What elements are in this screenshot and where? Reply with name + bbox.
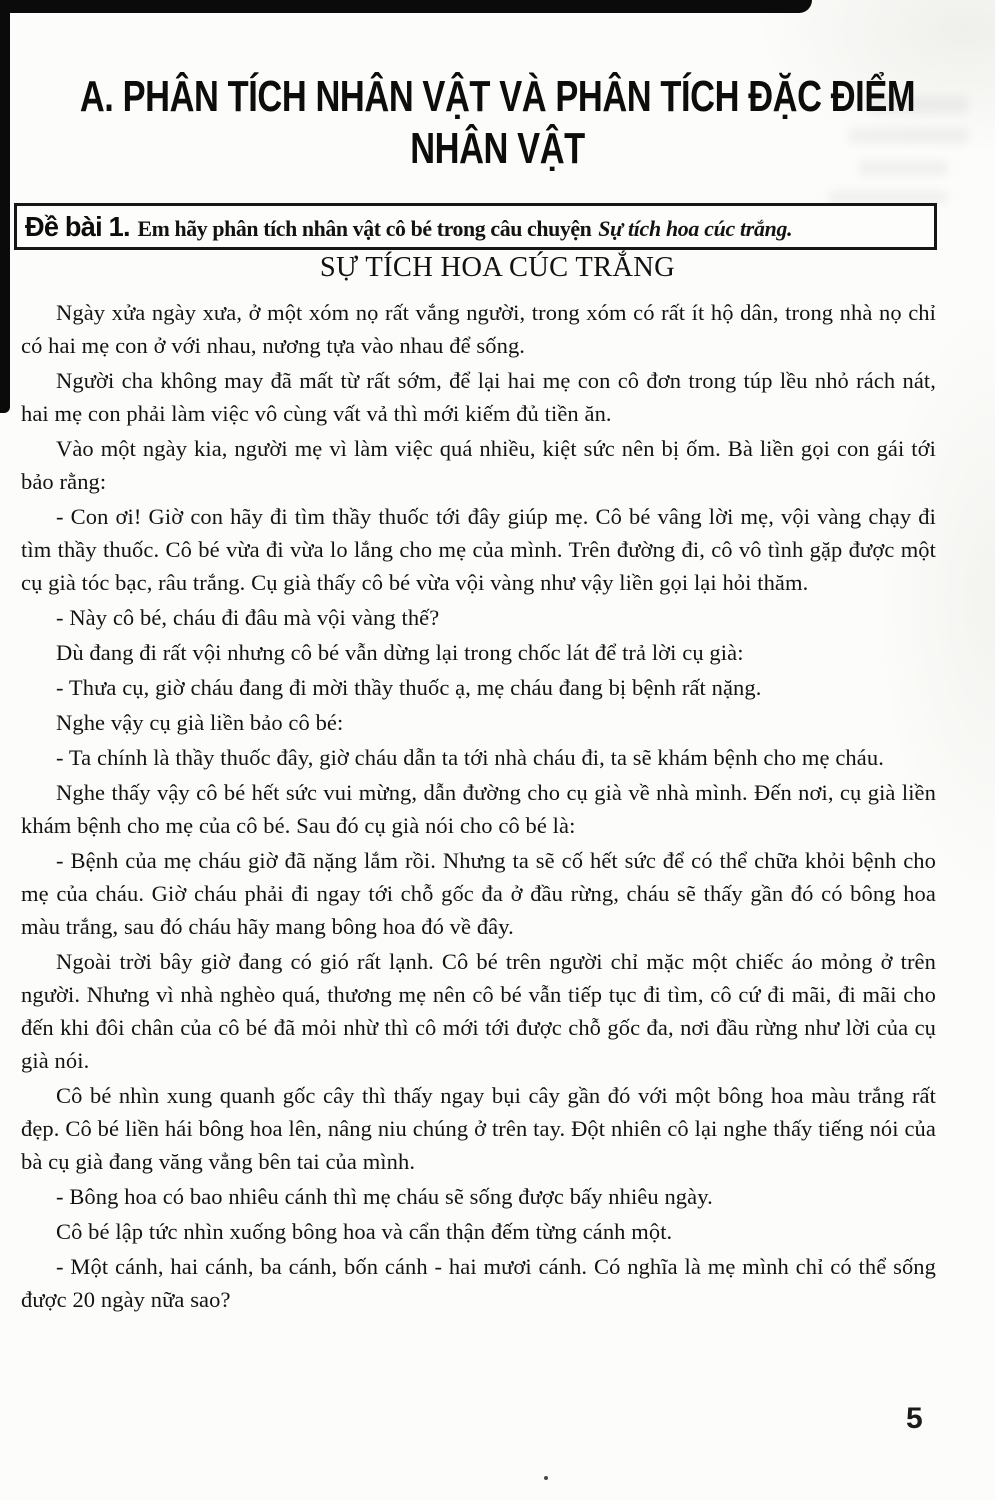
section-title-line1: A. PHÂN TÍCH NHÂN VẬT VÀ PHÂN TÍCH ĐẶC ĐIỂM [79,71,916,121]
scan-left-bar [0,0,10,413]
story-paragraph: Ngoài trời bây giờ đang có gió rất lạnh. Cô bé trên người chỉ mặc một chiếc áo mỏng ở trên người. Nhưng vì nhà nghèo quá, thương mẹ nên cô bé vẫn tiếp tục đi tìm, cô cứ đi mãi, đi mãi cho đến khi đôi chân của cô bé đã mỏi nhừ thì cô mới tới được chỗ gốc đa, nơi đầu rừng như lời của cụ già nói. [21,949,936,1073]
scan-top-bar [0,0,812,13]
story-paragraph: - Ta chính là thầy thuốc đây, giờ cháu dẫn ta tới nhà cháu đi, ta sẽ khám bệnh cho mẹ cháu. [56,745,884,770]
story-paragraph: Nghe thấy vậy cô bé hết sức vui mừng, dẫn đường cho cụ già về nhà mình. Đến nơi, cụ già liền khám bệnh cho mẹ của cô bé. Sau đó cụ già nói cho cô bé là: [21,780,936,838]
exercise-label: Đề bài 1. [25,210,130,242]
story-paragraphs [21,294,936,1316]
story-title: SỰ TÍCH HOA CÚC TRẮNG [319,252,676,283]
exercise-prompt: Em hãy phân tích nhân vật cô bé trong câu chuyện [137,215,592,241]
story-paragraph: Dù đang đi rất vội nhưng cô bé vẫn dừng lại trong chốc lát để trả lời cụ già: [56,640,744,665]
exercise-story-reference: Sự tích hoa cúc trắng. [598,215,793,241]
exercise-box [14,203,937,250]
story-paragraph: Người cha không may đã mất từ rất sớm, để lại hai mẹ con cô đơn trong túp lều nhỏ rách nát, hai mẹ con phải làm việc vô cùng vất vả thì mới kiếm đủ tiền ăn. [21,368,936,426]
section-title [0,70,995,174]
story-paragraph: Cô bé lập tức nhìn xuống bông hoa và cẩn thận đếm từng cánh một. [56,1219,673,1244]
story-paragraph: - Này cô bé, cháu đi đâu mà vội vàng thế? [56,605,440,630]
story-paragraph: - Một cánh, hai cánh, ba cánh, bốn cánh - hai mươi cánh. Có nghĩa là mẹ mình chỉ có thể sống được 20 ngày nữa sao? [21,1254,936,1312]
story-paragraph: Nghe vậy cụ già liền bảo cô bé: [56,710,344,735]
story-paragraph: Vào một ngày kia, người mẹ vì làm việc quá nhiều, kiệt sức nên bị ốm. Bà liền gọi con gái tới bảo rằng: [21,436,936,494]
story-paragraph: Ngày xửa ngày xưa, ở một xóm nọ rất vắng người, trong xóm có rất ít hộ dân, trong nhà nọ chỉ có hai mẹ con ở với nhau, nương tựa vào nhau để sống. [21,300,936,358]
exercise-line [25,211,792,243]
page-number: 5 [906,1402,923,1435]
scan-speck [544,1476,548,1480]
scan-ghosting [828,190,948,204]
story-paragraph: - Con ơi! Giờ con hãy đi tìm thầy thuốc tới đây giúp mẹ. Cô bé vâng lời mẹ, vội vàng chạy đi tìm thầy thuốc. Cô bé vừa đi vừa lo lắng cho mẹ của mình. Trên đường đi, cô vô tình gặp được một cụ già tóc bạc, râu trắng. Cụ già thấy cô bé vừa vội vàng như vậy liền gọi lại hỏi thăm. [21,504,936,595]
story-paragraph: - Bệnh của mẹ cháu giờ đã nặng lắm rồi. Nhưng ta sẽ cố hết sức để có thể chữa khỏi bệnh cho mẹ của cháu. Giờ cháu phải đi ngay tới chỗ gốc đa ở đầu rừng, cháu sẽ thấy gần đó có bông hoa màu trắng, sau đó cháu hãy mang bông hoa đó về đây. [21,848,936,939]
story-paragraph: Cô bé nhìn xung quanh gốc cây thì thấy ngay bụi cây gần đó với một bông hoa màu trắng rất đẹp. Cô bé liền hái bông hoa lên, nâng niu chúng ở trên tay. Đột nhiên cô lại nghe thấy tiếng nói của bà cụ già đang văng vẳng bên tai của mình. [21,1083,936,1174]
story-paragraph: - Bông hoa có bao nhiêu cánh thì mẹ cháu sẽ sống được bấy nhiêu ngày. [56,1184,713,1209]
story-paragraph: - Thưa cụ, giờ cháu đang đi mời thầy thuốc ạ, mẹ cháu đang bị bệnh rất nặng. [56,675,762,700]
section-title-line2: NHÂN VẬT [410,123,585,173]
